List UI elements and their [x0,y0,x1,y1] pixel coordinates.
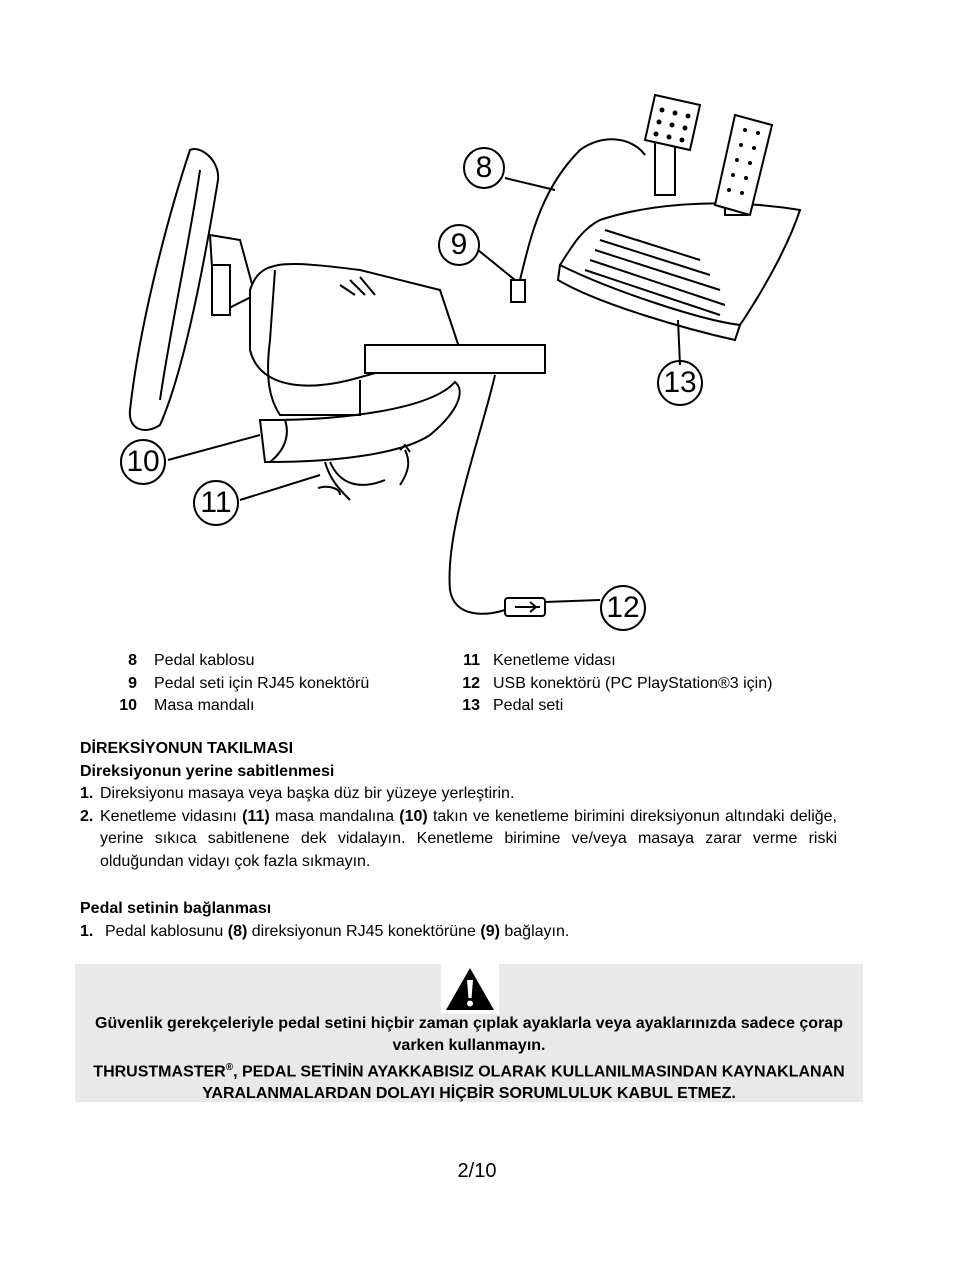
page-number: 2/10 [457,1160,497,1182]
list-item: 1. Direksiyonu masaya veya başka düz bir yüzeye yerleştirin. [80,785,515,802]
wheel-pedal-illustration [100,90,820,650]
pedal-section [80,898,837,943]
list-item: 2. Kenetleme vidasını (11) masa mandalına (10) takın ve kenetleme birimini direksiyonun altındaki deliğe, yerine sıkıca sabitlenene dek vidalayın. Kenetleme birimine ve/veya masaya zarar verme riski olduğundan vidayı çok fazla sıkmayın. [80,807,838,870]
legend-item: 10 Masa mandalı [119,697,255,714]
legend-item: 11 Kenetleme vidası [463,652,616,669]
subsection-title: Direksiyonun yerine sabitlenmesi [80,762,335,780]
warning-box [75,964,863,1102]
legend-item: 13 Pedal seti [462,697,564,714]
callout-8: 8 [475,151,493,184]
legend-item: 8 Pedal kablosu [128,652,255,669]
section-title: DİREKSİYONUN TAKILMASI [80,740,294,757]
callout-12: 12 [606,591,640,624]
warning-icon [441,964,499,1014]
legend-left [110,650,369,718]
warning-line-2: THRUSTMASTER®, PEDAL SETİNİN AYAKKABISIZ OLARAK KULLANILMASINDAN KAYNAKLANAN YARALANMALARDAN DOLAYI HİÇBİR SORUMLULUK KABUL ETMEZ. [93,1062,845,1102]
mounting-section [80,738,837,873]
subsection-title: Pedal setinin bağlanması [80,900,272,917]
legend-item: 12 USB konektörü (PC PlayStation®3 için) [462,674,773,692]
list-item: 1. Pedal kablosunu (8) direksiyonun RJ45 konektörüne (9) bağlayın. [80,922,570,940]
callout-9: 9 [450,228,468,261]
warning-line-1: Güvenlik gerekçeleriyle pedal setini hiçbir zaman çıplak ayaklarla veya ayaklarınızda sadece çorap varken kullanmayın. [95,1015,843,1054]
callout-11: 11 [200,486,232,519]
legend-right [460,650,772,718]
callout-10: 10 [126,445,160,478]
legend-item: 9 Pedal seti için RJ45 konektörü [128,674,370,692]
callout-13: 13 [663,366,697,399]
